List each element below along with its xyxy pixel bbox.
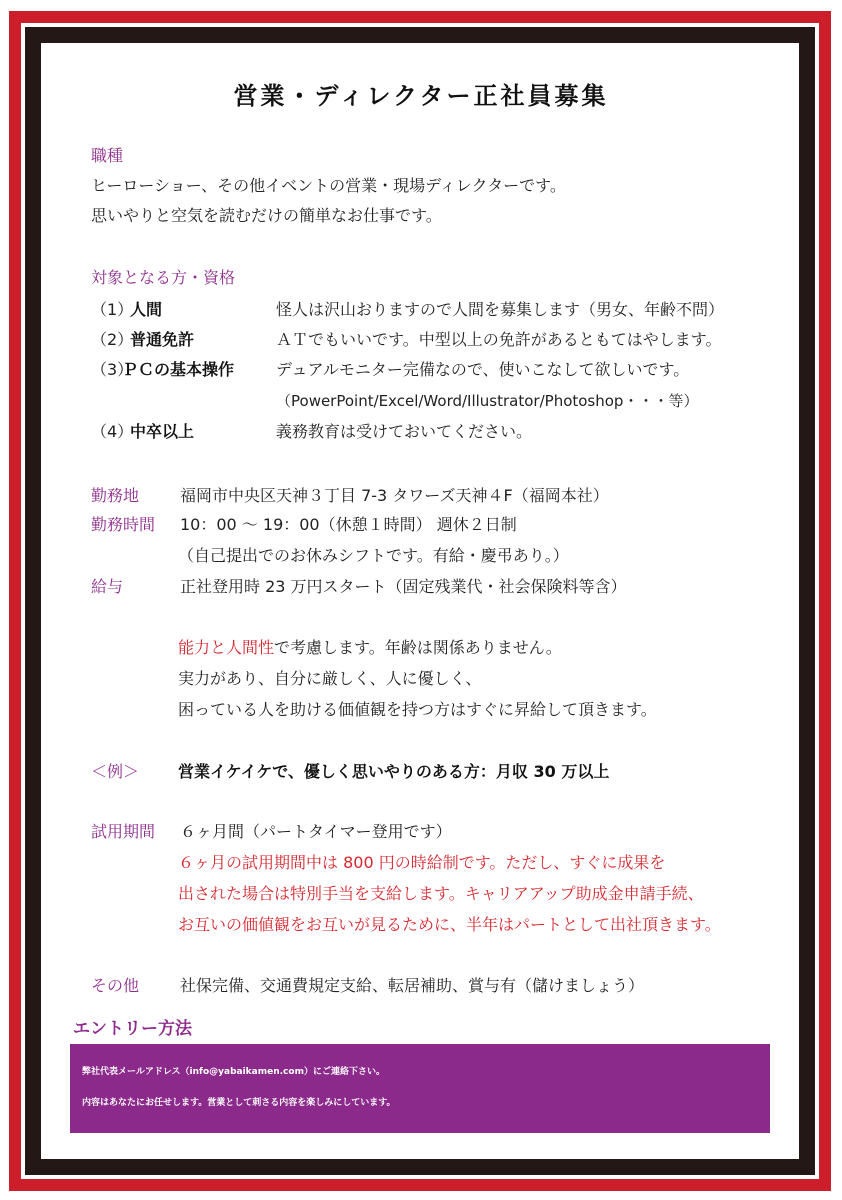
hours-note: （自己提出でのお休みシフトです。有給・慶弔あり。） <box>178 546 569 565</box>
qualification-name: ＰＣの基本操作 <box>122 360 235 379</box>
qualifications-label: 対象となる方・資格 <box>91 268 236 287</box>
page-title: 営業・ディレクター正社員募集 <box>233 82 609 110</box>
entry-line-1: 弊社代表メールアドレス（info@yabaikamen.com）にご連絡下さい。 <box>82 1067 385 1077</box>
example-label: ＜例＞ <box>91 762 140 781</box>
example-value: 営業イケイケで、優しく思いやりのある方：月収 30 万以上 <box>178 762 610 781</box>
trial-red-line-3: お互いの価値観をお互いが見るために、半年はパートとして出社頂きます。 <box>178 915 721 934</box>
job-type-line-1: ヒーローショー、その他イベントの営業・現場ディレクターです。 <box>91 176 566 195</box>
qualification-number: （2） <box>91 330 134 349</box>
trial-red-line-1: ６ヶ月の試用期間中は 800 円の時給制です。ただし、すぐに成果を <box>178 853 666 872</box>
qualification-name: 普通免許 <box>130 330 195 349</box>
job-type-line-2: 思いやりと空気を読むだけの簡単なお仕事です。 <box>91 206 442 225</box>
entry-title: エントリー方法 <box>73 1019 192 1039</box>
other-value: 社保完備、交通費規定支給、転居補助、賞与有（儲けましょう） <box>180 976 645 995</box>
qualification-desc: 怪人は沢山おりますので人間を募集します（男女、年齢不問） <box>276 300 725 319</box>
qualification-desc: 義務教育は受けておいてください。 <box>276 422 533 441</box>
qualification-number: （3） <box>91 360 134 379</box>
qualification-name: 人間 <box>130 300 163 319</box>
qualification-desc: デュアルモニター完備なので、使いこなして欲しいです。 <box>276 360 690 379</box>
entry-line-2: 内容はあなたにお任せします。営業として刺さる内容を楽しみにしています。 <box>82 1098 396 1108</box>
salary-paragraph-line-1 <box>178 636 562 660</box>
entry-box <box>70 1044 770 1133</box>
qualification-name: 中卒以上 <box>130 422 195 441</box>
qualification-number: （4） <box>91 422 134 441</box>
salary-highlight: 能力と人間性 <box>178 638 275 657</box>
trial-value: ６ヶ月間（パートタイマー登用です） <box>180 822 452 841</box>
other-label: その他 <box>91 976 140 995</box>
inner-black-border <box>25 27 815 1175</box>
salary-paragraph-rest: で考慮します。年齢は関係ありません。 <box>274 638 562 657</box>
qualification-note: （PowerPoint/Excel/Word/Illustrator/Photoshop・・・等） <box>276 392 699 410</box>
trial-red-line-2: 出された場合は特別手当を支給します。キャリアアップ助成金申請手続、 <box>178 884 704 903</box>
salary-label: 給与 <box>91 577 124 596</box>
hours-value: 10：00 ～ 19：00（休憩１時間） 週休２日制 <box>180 515 517 534</box>
job-type-label: 職種 <box>91 146 124 165</box>
hours-label: 勤務時間 <box>91 515 156 534</box>
qualification-number: （1） <box>91 300 134 319</box>
trial-label: 試用期間 <box>91 822 156 841</box>
location-value: 福岡市中央区天神３丁目 7-3 タワーズ天神４F（福岡本社） <box>180 486 609 505</box>
location-label: 勤務地 <box>91 486 140 505</box>
salary-value: 正社登用時 23 万円スタート（固定残業代・社会保険料等含） <box>180 577 627 596</box>
salary-paragraph-line-2: 実力があり、自分に厳しく、人に優しく、 <box>178 669 482 688</box>
salary-paragraph-line-3: 困っている人を助ける価値観を持つ方はすぐに昇給して頂きます。 <box>178 700 657 719</box>
qualification-desc: ＡＴでもいいです。中型以上の免許があるともてはやします。 <box>276 330 722 349</box>
